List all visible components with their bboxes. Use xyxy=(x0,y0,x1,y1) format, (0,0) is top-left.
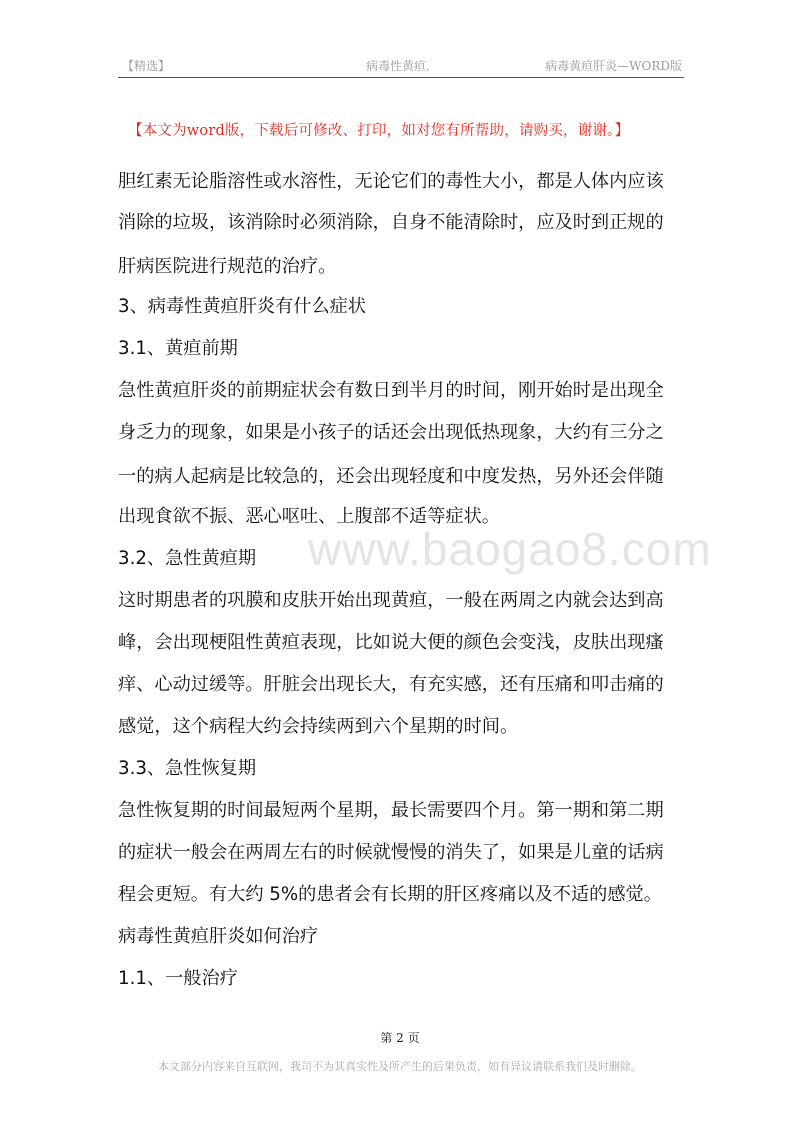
text-line: 出现食欲不振、恶心呕吐、上腹部不适等症状。 xyxy=(118,506,500,527)
text-line: 峰，会出现梗阻性黄疸表现，比如说大便的颜色会变浅，皮肤出现瘙 xyxy=(118,632,664,653)
text-line: 痒、心动过缓等。肝脏会出现长大，有充实感，还有压痛和叩击痛的 xyxy=(118,674,664,695)
subsection-heading: 1.1、一般治疗 xyxy=(118,968,238,989)
footer-disclaimer: 本文部分内容来自互联网，我司不为其真实性及所产生的后果负责，如有异议请联系我们及时删除。 xyxy=(158,1060,642,1073)
text-line: 消除的垃圾，该消除时必须消除，自身不能清除时，应及时到正规的 xyxy=(118,212,664,233)
download-notice: 【本文为word版，下载后可修改、打印，如对您有所帮助，请购买，谢谢。】 xyxy=(128,123,630,139)
header-left-label: 【精选】 xyxy=(122,59,171,73)
text-line: 程会更短。有大约 5%的患者会有长期的肝区疼痛以及不适的感觉。 xyxy=(118,884,662,905)
header-center-label: 病毒性黄疸, xyxy=(366,59,430,73)
text-line: 这时期患者的巩膜和皮肤开始出现黄疸，一般在两周之内就会达到高 xyxy=(118,590,664,611)
text-line: 身乏力的现象，如果是小孩子的话还会出现低热现象，大约有三分之 xyxy=(118,422,664,443)
page-number: 第 2 页 xyxy=(380,1031,420,1045)
subsection-heading: 3.2、急性黄疸期 xyxy=(118,548,257,569)
text-line: 急性恢复期的时间最短两个星期，最长需要四个月。第一期和第二期 xyxy=(118,800,664,821)
watermark: www.baogao8.com xyxy=(308,523,712,575)
page-header xyxy=(118,53,684,78)
text-line: 肝病医院进行规范的治疗。 xyxy=(118,256,337,277)
text-line: 的症状一般会在两周左右的时候就慢慢的消失了，如果是儿童的话病 xyxy=(118,842,664,863)
header-right-label: 病毒黄疸肝炎—WORD版 xyxy=(545,59,682,73)
text-line: 胆红素无论脂溶性或水溶性，无论它们的毒性大小，都是人体内应该 xyxy=(118,171,664,192)
section-heading: 病毒性黄疸肝炎如何治疗 xyxy=(118,926,319,947)
text-line: 一的病人起病是比较急的，还会出现轻度和中度发热，另外还会伴随 xyxy=(118,466,664,487)
subsection-heading: 3.3、急性恢复期 xyxy=(118,758,257,779)
text-line: 急性黄疸肝炎的前期症状会有数日到半月的时间，刚开始时是出现全 xyxy=(118,380,664,401)
text-line: 感觉，这个病程大约会持续两到六个星期的时间。 xyxy=(118,716,519,737)
section-heading: 3、病毒性黄疸肝炎有什么症状 xyxy=(118,296,367,317)
subsection-heading: 3.1、黄疸前期 xyxy=(118,338,238,359)
